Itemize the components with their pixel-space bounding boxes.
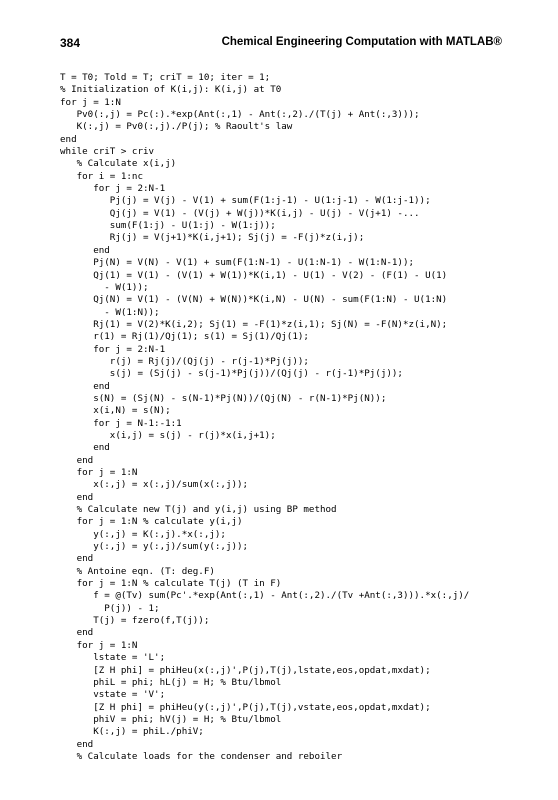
code-line: P(j)) - 1; — [60, 602, 160, 614]
code-line: - W(1:N)); — [60, 306, 160, 318]
code-line: Rj(1) = V(2)*K(i,2); Sj(1) = -F(1)*z(i,1); Sj(N) = -F(N)*z(i,N); — [60, 318, 448, 330]
code-line: y(:,j) = K(:,j).*x(:,j); — [60, 528, 226, 540]
code-line: [Z H phi] = phiHeu(y(:,j)',P(j),T(j),vstate,eos,opdat,mxdat); — [60, 701, 431, 713]
code-line: Pv0(:,j) = Pc(:).*exp(Ant(:,1) - Ant(:,2)./(T(j) + Ant(:,3))); — [60, 109, 420, 121]
code-line: x(i,N) = s(N); — [60, 405, 171, 417]
code-line: T = T0; Told = T; criT = 10; iter = 1; — [60, 72, 271, 83]
code-line: - W(1)); — [60, 281, 149, 293]
code-line: % Calculate new T(j) and y(i,j) using BP method — [60, 504, 337, 516]
code-line: Qj(j) = V(1) - (V(j) + W(j))*K(i,j) - U(j) - V(j+1) -... — [60, 207, 420, 219]
code-line: Qj(N) = V(1) - (V(N) + W(N))*K(i,N) - U(N) - sum(F(1:N) - U(1:N) — [60, 294, 448, 306]
code-line: % Calculate x(i,j) — [60, 158, 177, 170]
code-line: T(j) = fzero(f,T(j)); — [60, 615, 210, 627]
code-line: % Antoine eqn. (T: deg.F) — [60, 565, 215, 577]
code-line: for j = 2:N-1 — [60, 183, 166, 195]
code-line: end — [60, 133, 77, 145]
code-line: K(:,j) = phiL./phiV; — [60, 726, 204, 738]
code-line: phiL = phi; hL(j) = H; % Btu/lbmol — [60, 676, 282, 688]
code-line: % Initialization of K(i,j): K(i,j) at T0 — [60, 84, 282, 96]
code-line: sum(F(1:j) - U(1:j) - W(1:j)); — [60, 220, 276, 232]
code-line: Pj(j) = V(j) - V(1) + sum(F(1:j-1) - U(1:j-1) - W(1:j-1)); — [60, 195, 431, 207]
code-line: r(j) = Rj(j)/(Qj(j) - r(j-1)*Pj(j)); — [60, 355, 309, 367]
code-line: for j = 1:N % calculate y(i,j) — [60, 516, 243, 528]
code-line: end — [60, 738, 94, 750]
page-number: 384 — [60, 36, 81, 50]
code-line: end — [60, 442, 110, 454]
code-line: lstate = 'L'; — [60, 652, 166, 664]
code-line: for j = 1:N — [60, 467, 138, 478]
code-line: end — [60, 454, 94, 466]
code-line: for j = 1:N — [60, 639, 138, 651]
code-line: for j = 1:N % calculate T(j) (T in F) — [60, 578, 282, 590]
code-line: Rj(j) = V(j+1)*K(i,j+1); Sj(j) = -F(j)*z(i,j); — [60, 232, 365, 244]
code-line: [Z H phi] = phiHeu(x(:,j)',P(j),T(j),lstate,eos,opdat,mxdat); — [60, 664, 431, 676]
code-line: end — [60, 380, 110, 392]
code-line: end — [60, 553, 94, 565]
code-line: Qj(1) = V(1) - (V(1) + W(1))*K(i,1) - U(1) - V(2) - (F(1) - U(1) — [60, 269, 448, 281]
code-line: x(:,j) = x(:,j)/sum(x(:,j)); — [60, 479, 249, 491]
code-line: for j = 2:N-1 — [60, 343, 166, 355]
code-line: end — [60, 491, 94, 503]
code-line: % Calculate loads for the condenser and reboiler — [60, 750, 343, 762]
page-header — [60, 36, 502, 52]
code-line: for j = 1:N — [60, 96, 121, 108]
matlab-code-listing — [60, 72, 530, 763]
code-line: K(:,j) = Pv0(:,j)./P(j); % Raoult's law — [60, 121, 293, 133]
code-line: for i = 1:nc — [60, 170, 143, 182]
code-line: end — [60, 627, 94, 639]
code-line: x(i,j) = s(j) - r(j)*x(i,j+1); — [60, 429, 276, 441]
code-line: Pj(N) = V(N) - V(1) + sum(F(1:N-1) - U(1:N-1) - W(1:N-1)); — [60, 257, 415, 269]
code-line: for j = N-1:-1:1 — [60, 417, 182, 429]
code-line: r(1) = Rj(1)/Qj(1); s(1) = Sj(1)/Qj(1); — [60, 331, 309, 343]
code-line: f = @(Tv) sum(Pc'.*exp(Ant(:,1) - Ant(:,2)./(Tv +Ant(:,3))).*x(:,j)/ — [60, 590, 470, 602]
running-title: Chemical Engineering Computation with MATLAB® — [221, 36, 502, 48]
code-line: phiV = phi; hV(j) = H; % Btu/lbmol — [60, 713, 282, 725]
code-line: s(N) = (Sj(N) - s(N-1)*Pj(N))/(Qj(N) - r(N-1)*Pj(N)); — [60, 392, 387, 404]
code-line: s(j) = (Sj(j) - s(j-1)*Pj(j))/(Qj(j) - r(j-1)*Pj(j)); — [60, 368, 403, 380]
code-line: end — [60, 244, 110, 256]
code-line: y(:,j) = y(:,j)/sum(y(:,j)); — [60, 541, 249, 553]
code-line: vstate = 'V'; — [60, 689, 166, 701]
code-line: while criT > criv — [60, 146, 155, 158]
